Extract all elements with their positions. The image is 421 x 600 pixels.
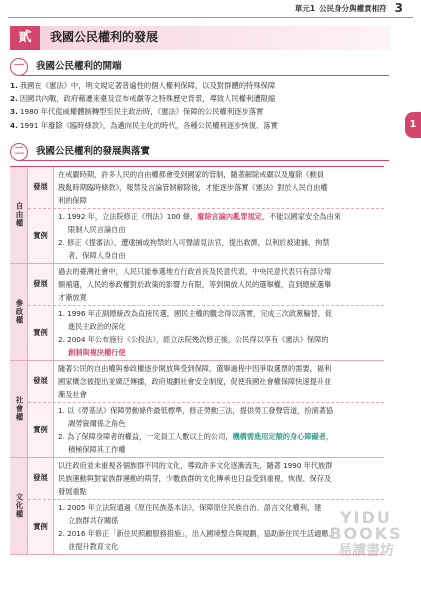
row-content: 1. 1992 年，立法院修正《刑法》100 條，廢除言論內亂罪規定，不能以國家安全為由來 限制人民言論自由 2. 修正《提審法》，遭逮捕或拘禁的人可聲請見法官，提出救濟，以利於被逮捕、拘禁 者，保障人身自由 [58, 212, 341, 260]
section2-underline [19, 160, 389, 161]
row-label: 實例 [28, 209, 54, 263]
row-content: 1. 以《勞基法》保障勞動條件最低標準，修正勞動三法，提供勞工發聲管道，扮演著協 調勞資爾係之角色 2. 為了保障身障者的權益，一定員工人數以上的公司，機構需進用定額的身心障礙者， 積極保障其工作權 [58, 406, 334, 454]
category-cell: 文化權 [10, 458, 28, 554]
category-cell: 社會權 [10, 361, 28, 457]
category-cell: 參政權 [10, 264, 28, 360]
table-group-social [10, 361, 384, 458]
table-row [28, 208, 384, 263]
unit-title: 公民身分與權責相符 [319, 3, 387, 13]
section1-heading [10, 58, 122, 76]
table-row [28, 305, 384, 360]
watermark-logo: YIDU BOOKS 易讀書坊 [329, 508, 403, 559]
row-content: 隨著公民的自由權與參政權逐步開放與受到保障，選舉過程中因爭取選票的需要，福利 國家概念被提出並廣泛傳播，政府規劃社會安全制度，促使我國社會權保障快速提升並 漸及社會 [58, 364, 332, 399]
row-content: 在戒嚴時期，許多人民的自由權都會受到國家的管制，隨著解除戒嚴以及廢除《動員 戡亂時期臨時條款》，報禁及言論管制解除後，才能逐步落實《憲法》對於人民自由權 利的保障 [58, 170, 328, 205]
table-group-freedom [10, 167, 384, 264]
section2-heading [10, 143, 150, 161]
section1-underline [19, 75, 389, 76]
row-label: 發展 [28, 361, 54, 402]
section1-list [10, 79, 382, 132]
row-label: 發展 [28, 264, 54, 305]
table-row [28, 167, 384, 208]
category-cell: 自由權 [10, 167, 28, 263]
table-row [28, 499, 384, 554]
rights-table [10, 166, 384, 555]
section1-number: 一 [10, 58, 28, 76]
row-content: 1. 2005 年立法院通過《原住民族基本法》，保障原住民族自治、語言文化權利，建 立族群共存關係 2. 2016 年修正「新住民照顧服務措施」，出入國境整合與規劃，協助新住民生活適應， 並提升教育文化 [58, 503, 336, 551]
section1-title: 我國公民權利的開端 [36, 61, 122, 73]
list-item: 4. 1991 年廢除《臨時條款》，為邁向民主化的時代，各種公民權利逐步恢復、落實 [10, 120, 278, 130]
row-label: 實例 [28, 403, 54, 457]
row-label: 發展 [28, 167, 54, 208]
row-label: 實例 [28, 306, 54, 360]
section-title-bar [10, 26, 390, 50]
table-row [28, 264, 384, 305]
header-divider [8, 17, 413, 18]
table-group-political [10, 264, 384, 361]
page-number: 3 [394, 1, 403, 16]
row-content: 1. 1996 年正副總統改為直接民選，國民主權的觀念得以落實，完成三次政黨輪替，促 進民主政治的深化 2. 2004 年公布施行《公投法》，經立法院幾次修正後，公民得以享有《憲法》保障的 創制與複決權行使 [58, 309, 333, 357]
row-content: 以往政府並未重視各個族群不同的文化，導致許多文化逐漸流失，隨著 1990 年代族群 民族運動與對家族群運動的萌芽，少數族群的文化傳承也日益受到重視，恢復、保存及 發展重點 [58, 461, 333, 496]
table-row [28, 458, 384, 499]
list-item: 2. 因國共內戰，政府藉遷來臺及宣布戒嚴等之特殊歷史背景，導致人民權利遭限縮 [10, 94, 276, 104]
table-group-cultural [10, 458, 384, 555]
section2-number: 二 [10, 143, 28, 161]
row-content: 過去的臺灣社會中，人民只能參選地方行政首長及民意代表，中央民意代表只有部分增 額補選，人民的參政權對於政策的影響力有限，等到開放人民的選舉權，直到總統選舉 才漸放寬 [58, 267, 332, 302]
page-title: 我國公民權利的發展 [50, 30, 159, 45]
title-badge: 貳 [10, 26, 40, 50]
table-row [28, 361, 384, 402]
list-item: 3. 1980 年代從威權體制轉型至民主政治時，《憲法》保障的公民權利逐步落實 [10, 107, 264, 117]
table-row [28, 402, 384, 457]
page-header [295, 2, 403, 16]
section2-title: 我國公民權利的發展與落實 [36, 146, 151, 158]
list-item: 1. 我國在《憲法》中，明文規定著普遍性的個人權利保障，以及對群體的特殊保障 [10, 81, 276, 90]
row-label: 發展 [28, 458, 54, 499]
chapter-side-tab[interactable]: 1 [405, 112, 421, 138]
unit-label: 單元1 [294, 3, 316, 13]
row-label: 實例 [28, 500, 54, 554]
